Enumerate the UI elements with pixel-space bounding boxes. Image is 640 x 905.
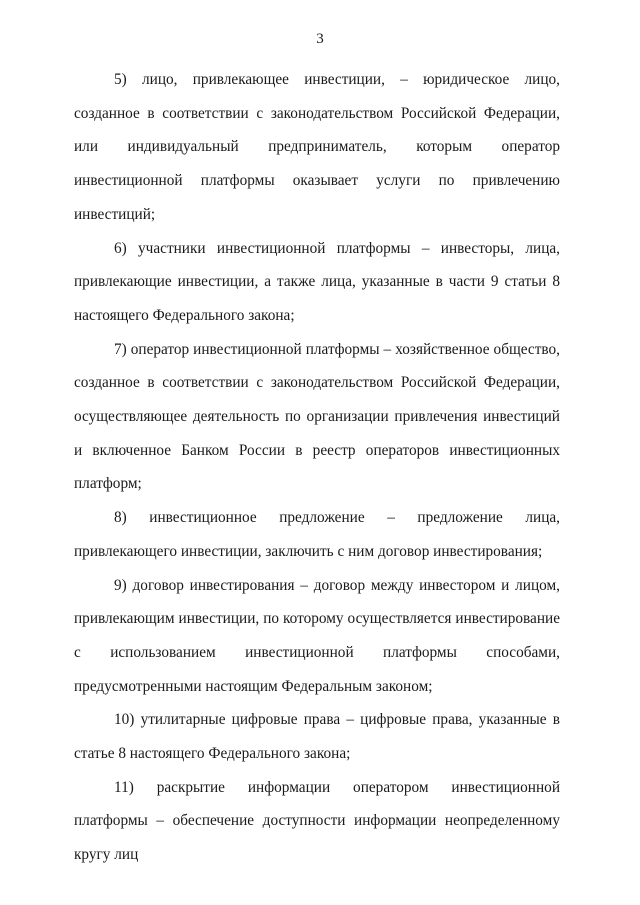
paragraph-item-5: 5) лицо, привлекающее инвестиции, – юридическое лицо, созданное в соответствии с законодательством Российской Федерации, или индивидуальный предприниматель, которым оператор инвестиционной платформы оказывает услуги по привлечению инвестиций;: [74, 71, 560, 223]
page-number: 3: [316, 31, 324, 47]
paragraph-item-6: 6) участники инвестиционной платформы – инвесторы, лица, привлекающие инвестиции, а также лица, указанные в части 9 статьи 8 настоящего Федерального закона;: [74, 239, 560, 324]
paragraph-item-8: 8) инвестиционное предложение – предложение лица, привлекающего инвестиции, заключить с ним договор инвестирования;: [74, 509, 560, 560]
paragraph-item-11: 11) раскрытие информации оператором инвестиционной платформы – обеспечение доступности информации неопределенному кругу лиц: [74, 778, 560, 864]
document-body: [74, 63, 560, 872]
paragraph-item-7: 7) оператор инвестиционной платформы – хозяйственное общество, созданное в соответствии с законодательством Российской Федерации, осуществляющее деятельность по организации привлечения инвестиций и включенное Банком России в реестр операторов инвестиционных платформ;: [74, 340, 560, 493]
paragraph-item-9: 9) договор инвестирования – договор между инвестором и лицом, привлекающим инвестиции, по которому осуществляется инвестирование с использованием инвестиционной платформы способами, предусмотренными настоящим Федеральным законом;: [74, 576, 560, 695]
paragraph-item-10: 10) утилитарные цифровые права – цифровые права, указанные в статье 8 настоящего Федерального закона;: [74, 711, 560, 763]
